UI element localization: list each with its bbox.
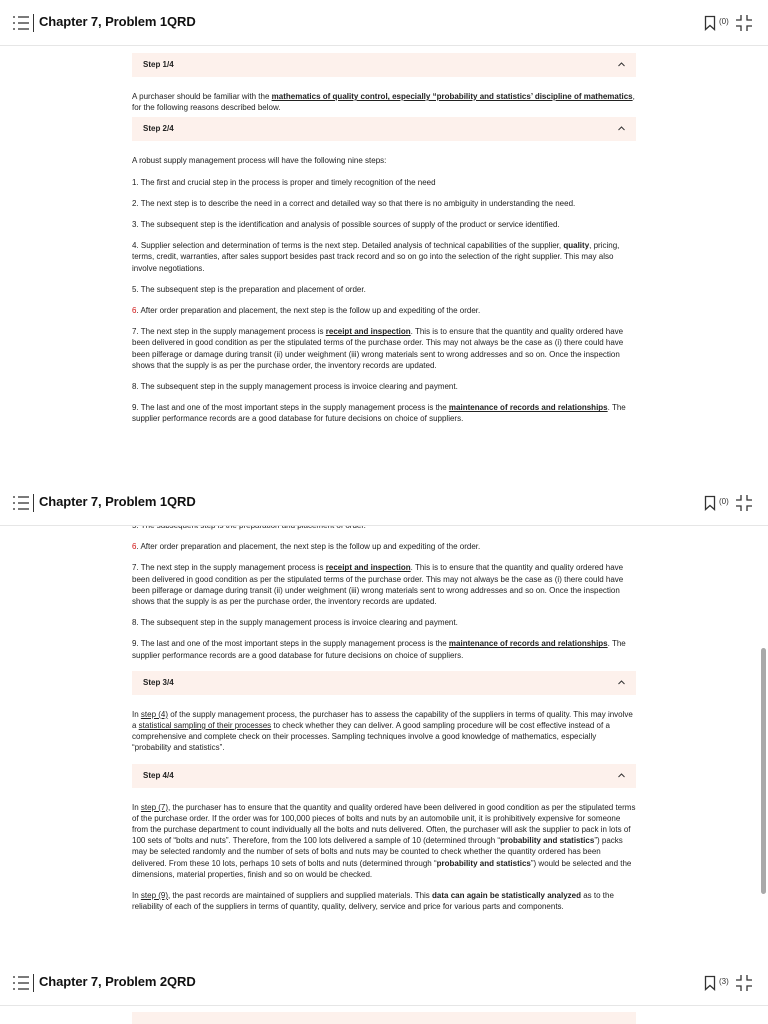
header-divider xyxy=(33,494,34,512)
step-2-intro: A robust supply management process will have the following nine steps: xyxy=(132,156,387,166)
step-1-text: A purchaser should be familiar with the mathematics of quality control, especially “probability and statistics’ discipline of mathematics, for the following reasons described below. xyxy=(132,92,635,113)
panel-header xyxy=(0,480,768,526)
solution-panel-3 xyxy=(0,960,768,1024)
list-item: 9. The last and one of the most important steps in the supply management process is the maintenance of records and relationships. The supplier performance records are a good database for future decisions on choice of suppliers. xyxy=(132,403,626,424)
step-1-header[interactable] xyxy=(132,53,636,77)
solution-content xyxy=(132,1012,636,1024)
list-menu-icon[interactable] xyxy=(12,14,30,32)
step-link[interactable]: step (9) xyxy=(140,891,169,901)
step-link[interactable]: step (7) xyxy=(140,802,169,812)
step-label: Step 3/4 xyxy=(143,677,174,687)
list-item: 8. The subsequent step in the supply management process is invoice clearing and payment. xyxy=(132,382,458,392)
list-item: 8. The subsequent step in the supply management process is invoice clearing and payment. xyxy=(132,618,458,628)
step-3-header[interactable] xyxy=(132,671,636,695)
problem-title: Chapter 7, Problem 1QRD xyxy=(39,494,196,509)
chevron-up-icon[interactable] xyxy=(617,60,626,69)
list-item: 6. After order preparation and placement, the next step is the follow up and expediting of the order. xyxy=(132,542,481,552)
step-header-partial[interactable] xyxy=(132,1012,636,1024)
problem-title: Chapter 7, Problem 2QRD xyxy=(39,974,196,989)
step-label: Step 2/4 xyxy=(143,124,174,134)
collapse-icon[interactable] xyxy=(735,494,753,512)
solution-panel-1 xyxy=(0,0,768,480)
list-item: 7. The next step in the supply management process is receipt and inspection. This is to ensure that the quantity and quality ordered have been delivered in good condition as per the stipulated terms of the purchase order. This may not always be the case as (i) there could have been pilferage or damage during transit (ii) under weighment (iii) wrong materials sent to wrong addresses and so on. Once the inspection shows that the supply is as per the purchase order, the inventory records are updated. xyxy=(132,563,624,607)
list-item: 6. After order preparation and placement, the next step is the follow up and expediting of the order. xyxy=(132,306,481,316)
step-4-header[interactable] xyxy=(132,764,636,788)
bookmark-icon[interactable] xyxy=(704,15,716,31)
list-item: 4. Supplier selection and determination of terms is the next step. Detailed analysis of technical capabilities of the supplier, quality, pricing, terms, credit, warranties, after sales support besides past track record and so on go into the selection of the right supplier. This may also involve negotiations. xyxy=(132,241,620,273)
step-2-header[interactable] xyxy=(132,117,636,141)
bookmark-icon[interactable] xyxy=(704,495,716,511)
step-4-text: In step (9), the past records are maintained of suppliers and supplied materials. This data can again be statistically analyzed as to the reliability of each of the suppliers in terms of quantity, quality, delivery, service and price for various parts and components. xyxy=(132,891,614,912)
panel-header xyxy=(0,960,768,1006)
collapse-icon[interactable] xyxy=(735,14,753,32)
step-label: Step 1/4 xyxy=(143,60,174,69)
chevron-up-icon[interactable] xyxy=(617,678,626,687)
list-item: 3. The subsequent step is the identification and analysis of possible sources of supply of the product or service identified. xyxy=(132,220,560,230)
panel-header xyxy=(0,0,768,46)
solution-content xyxy=(132,53,636,425)
bookmark-count: (0) xyxy=(719,497,729,506)
list-menu-icon[interactable] xyxy=(12,494,30,512)
header-divider xyxy=(33,14,34,32)
solution-panel-2 xyxy=(0,480,768,960)
list-item: 7. The next step in the supply management process is receipt and inspection. This is to ensure that the quantity and quality ordered have been delivered in good condition as per the stipulated terms of the purchase order. This may not always be the case as (i) there could have been pilferage or damage during transit (ii) under weighment (iii) wrong materials sent to wrong addresses and so on. Once the inspection shows that the supply is as per the purchase order, the inventory records are updated. xyxy=(132,327,624,370)
bookmark-count: (3) xyxy=(719,977,729,986)
step-link[interactable]: step (4) xyxy=(140,709,169,719)
list-item: 2. The next step is to describe the need in a correct and detailed way so that there is no ambiguity in understanding the need. xyxy=(132,198,576,208)
link-math-quality[interactable]: mathematics of quality control, especially “probability and statistics’ discipline of mathematics xyxy=(271,92,633,101)
step-label: Step 4/4 xyxy=(143,770,174,780)
list-menu-icon[interactable] xyxy=(12,974,30,992)
chevron-up-icon[interactable] xyxy=(617,124,626,133)
solution-content xyxy=(132,520,636,912)
bookmark-icon[interactable] xyxy=(704,975,716,991)
list-item: 1. The first and crucial step in the process is proper and timely recognition of the need xyxy=(132,177,436,187)
header-divider xyxy=(33,974,34,992)
bookmark-count: (0) xyxy=(719,17,729,26)
list-item: 5. The subsequent step is the preparation and placement of order. xyxy=(132,284,366,294)
problem-title: Chapter 7, Problem 1QRD xyxy=(39,14,196,29)
list-item: 9. The last and one of the most important steps in the supply management process is the maintenance of records and relationships. The supplier performance records are a good database for future decisions on choice of suppliers. xyxy=(132,639,626,660)
step-4-text: In step (7), the purchaser has to ensure that the quantity and quality ordered have been delivered in good condition as per the stipulated terms of the purchase order. If the order was for 100,000 pieces of bolts and nuts by an automobile unit, it is prohibitively expensive for someone from the purchase department to count individually all the bolts and nuts delivered. Often, the purchaser will ask the supplier to pack in lots of 100 sets of “bolts and nuts”. Therefore, from the 100 lots delivered a sample of 10 (determined through “probability and statistics”) packs may be selected randomly and the number of sets of bolts and nuts may be counted to check whether the quantity ordered has been delivered. From these 10 lots, perhaps 10 sets of bolts and nuts (determined through “probability and statistics”) would be selected and the dimensions, material properties, finish and so on would be checked. xyxy=(132,802,636,879)
step-3-text: In step (4) of the supply management process, the purchaser has to assess the capability of the suppliers in terms of quality. This may involve a statistical sampling of their processes to check whether they can deliver. A good sampling procedure will be cost effective instead of a comprehensive and complete check on their processes. Sampling techniques involve a good knowledge of mathematics, especially “probability and statistics”. xyxy=(132,709,633,753)
chevron-up-icon[interactable] xyxy=(617,771,626,780)
scrollbar-thumb[interactable] xyxy=(761,648,766,894)
collapse-icon[interactable] xyxy=(735,974,753,992)
